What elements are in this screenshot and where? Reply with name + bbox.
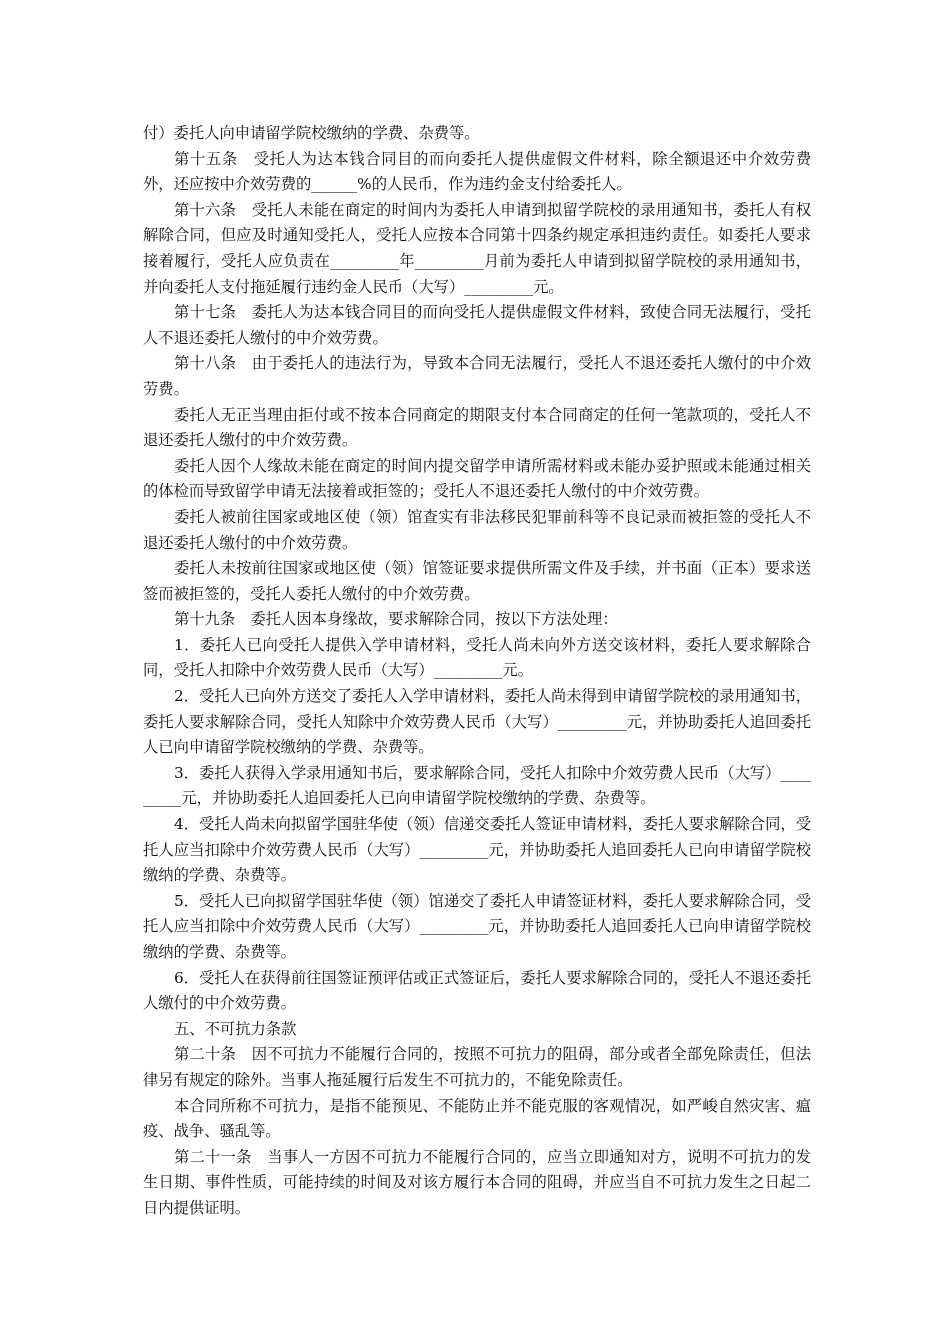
paragraph-article-20: 第二十条 因不可抗力不能履行合同的，按照不可抗力的阻碍，部分或者全部免除责任，但法律另有规定的除外。当事人拖延履行后发生不可抗力的，不能免除责任。 (143, 1045, 811, 1089)
paragraph-article-19-item-6: 6．受托人在获得前往国签证预评估或正式签证后，委托人要求解除合同的，受托人不退还委托人缴付的中介效劳费。 (143, 968, 811, 1013)
paragraph-article-16: 第十六条 受托人未能在商定的时间内为委托人申请到拟留学院校的录用通知书，委托人有权解除合同，但应及时通知受托人，受托人应按本合同第十四条约规定承担违约责任。如委托人要求接着履行，受托人应负责在_________年_________月前为委托人申请到拟留学院校的录用通知书，并向委托人支付拖延履行违约金人民币（大写）_________元。 (143, 200, 811, 296)
paragraph-article-19-item-2: 2．受托人已向外方送交了委托人入学申请材料，委托人尚未得到申请留学院校的录用通知书，委托人要求解除合同，受托人知除中介效劳费人民币（大写）_________元，并协助委托人追回委托人已向申请留学院校缴纳的学费、杂费等。 (143, 687, 811, 757)
paragraph-continuation: 付）委托人向申请留学院校缴纳的学费、杂费等。 (143, 124, 480, 142)
paragraph-article-19-item-4: 4．受托人尚未向拟留学国驻华使（领）信递交委托人签证申请材料，委托人要求解除合同，受托人应当扣除中介效劳费人民币（大写）_________元，并协助委托人追回委托人已向申请留学院校缴纳的学费、杂费等。 (143, 815, 811, 885)
paragraph-article-19: 第十九条 委托人因本身缘故，要求解除合同，按以下方法处理： (174, 610, 618, 629)
section-heading-force-majeure: 五、不可抗力条款 (174, 1019, 297, 1038)
paragraph-article-18: 第十八条 由于委托人的违法行为，导致本合同无法履行，受托人不退还委托人缴付的中介效劳费。 (143, 354, 811, 398)
paragraph-article-19-item-5: 5．受托人已向拟留学国驻华使（领）馆递交了委托人申请签证材料，委托人要求解除合同，受托人应当扣除中介效劳费人民币（大写）_________元，并协助委托人追回委托人已向申请留学院校缴纳的学费、杂费等。 (143, 891, 811, 961)
paragraph-article-18-clause-4: 委托人被前往国家或地区使（领）馆查实有非法移民犯罪前科等不良记录而被拒签的受托人不退还委托人缴付的中介效劳费。 (143, 507, 811, 552)
paragraph-article-18-clause-5: 委托人未按前往国家或地区使（领）馆签证要求提供所需文件及手续，并书面（正本）要求送签而被拒签的，受托人委托人缴付的中介效劳费。 (143, 559, 811, 603)
paragraph-article-18-clause-2: 委托人无正当理由拒付或不按本合同商定的期限支付本合同商定的任何一笔款项的，受托人不退还委托人缴付的中介效劳费。 (143, 405, 811, 450)
document-body (143, 121, 811, 1222)
paragraph-article-20-definition: 本合同所称不可抗力，是指不能预见、不能防止并不能克服的客观情况，如严峻自然灾害、瘟疫、战争、骚乱等。 (143, 1096, 811, 1141)
paragraph-article-19-item-3: 3．委托人获得入学录用通知书后，要求解除合同，受托人扣除中介效劳费人民币（大写）_________元，并协助委托人追回委托人已向申请留学院校缴纳的学费、杂费等。 (143, 763, 811, 808)
paragraph-article-19-item-1: 1．委托人已向受托人提供入学申请材料，受托人尚未向外方送交该材料，委托人要求解除合同，受托人扣除中介效劳费人民币（大写）_________元。 (143, 635, 811, 680)
paragraph-article-18-clause-3: 委托人因个人缘故未能在商定的时间内提交留学申请所需材料或未能办妥护照或未能通过相关的体检而导致留学申请无法接着或拒签的；受托人不退还委托人缴付的中介效劳费。 (143, 456, 811, 501)
paragraph-article-21: 第二十一条 当事人一方因不可抗力不能履行合同的，应当立即通知对方，说明不可抗力的发生日期、事件性质，可能持续的时间及对该方履行本合同的阻碍，并应当自不可抗力发生之日起二日内提供证明。 (143, 1147, 811, 1217)
paragraph-article-15: 第十五条 受托人为达本钱合同目的而向委托人提供虚假文件材料，除全额退还中介效劳费外，还应按中介效劳费的______%的人民币，作为违约金支付给委托人。 (143, 149, 811, 194)
paragraph-article-17: 第十七条 委托人为达本钱合同目的而向受托人提供虚假文件材料，致使合同无法履行，受托人不退还委托人缴付的中介效劳费。 (143, 303, 811, 347)
